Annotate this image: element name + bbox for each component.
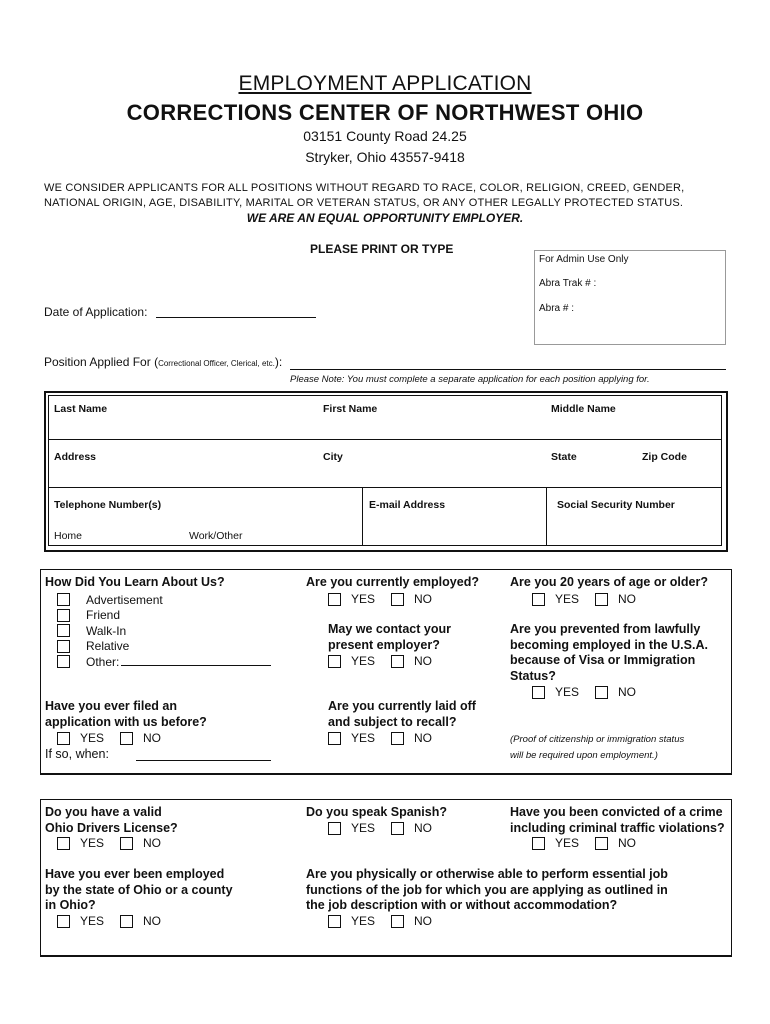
contact-no-checkbox[interactable] <box>391 655 404 668</box>
checkbox-relative[interactable] <box>57 640 70 653</box>
yes-label: YES <box>351 654 376 668</box>
no-label: NO <box>618 685 637 699</box>
checkbox-advertisement[interactable] <box>57 593 70 606</box>
address-line-2: Stryker, Ohio 43557-9418 <box>305 149 465 165</box>
convicted-no-checkbox[interactable] <box>595 837 608 850</box>
position-applied-field[interactable] <box>290 369 726 370</box>
ssn-label[interactable]: Social Security Number <box>557 499 675 511</box>
checkbox-other[interactable] <box>57 655 70 668</box>
form-title: EMPLOYMENT APPLICATION <box>238 72 532 95</box>
divider <box>48 439 722 440</box>
convicted-question: Have you been convicted of a crime including criminal traffic violations? <box>510 805 725 835</box>
middle-name-label[interactable]: Middle Name <box>551 403 616 415</box>
divider <box>546 487 547 545</box>
eeo-statement-1: WE CONSIDER APPLICANTS FOR ALL POSITIONS WITHOUT REGARD TO RACE, COLOR, RELIGION, CREED, GENDER, <box>44 182 685 194</box>
proof-note-1: (Proof of citizenship or immigration status <box>510 734 685 745</box>
learn-about-us-question: How Did You Learn About Us? <box>45 575 225 589</box>
age-no-checkbox[interactable] <box>595 593 608 606</box>
personal-info-inner-box <box>48 395 722 546</box>
telephone-label[interactable]: Telephone Number(s) <box>54 499 162 511</box>
laidoff-yes-checkbox[interactable] <box>328 732 341 745</box>
yes-label: YES <box>80 914 105 928</box>
state-no-checkbox[interactable] <box>120 915 133 928</box>
employed-yes-checkbox[interactable] <box>328 593 341 606</box>
able-to-perform-question: Are you physically or otherwise able to perform essential job functions of the job for which you are applying as outlined in the job description with or without accommodation? <box>306 867 668 912</box>
spanish-yes-checkbox[interactable] <box>328 822 341 835</box>
yes-label: YES <box>351 821 376 835</box>
age-yes-checkbox[interactable] <box>532 593 545 606</box>
prevented-yes-checkbox[interactable] <box>532 686 545 699</box>
address-label[interactable]: Address <box>54 451 97 463</box>
spanish-no-checkbox[interactable] <box>391 822 404 835</box>
abra-label: Abra # : <box>539 303 575 314</box>
no-label: NO <box>143 731 162 745</box>
checkbox-walk-in[interactable] <box>57 624 70 637</box>
convicted-yes-checkbox[interactable] <box>532 837 545 850</box>
no-label: NO <box>618 836 637 850</box>
laidoff-no-checkbox[interactable] <box>391 732 404 745</box>
age-question: Are you 20 years of age or older? <box>510 575 708 589</box>
no-label: NO <box>143 914 162 928</box>
option-friend: Friend <box>86 608 121 623</box>
first-name-label[interactable]: First Name <box>323 403 378 415</box>
proof-note-2: will be required upon employment.) <box>510 750 658 761</box>
date-of-application-label: Date of Application: <box>44 305 148 319</box>
if-so-when-label: If so, when: <box>45 747 109 761</box>
state-employment-question: Have you ever been employed by the state of Ohio or a county in Ohio? <box>45 867 233 912</box>
filed-no-checkbox[interactable] <box>120 732 133 745</box>
option-relative: Relative <box>86 639 130 654</box>
learn-options <box>57 592 163 670</box>
yes-label: YES <box>80 731 105 745</box>
position-applied-label: Position Applied For (Correctional Officer, Clerical, etc.): <box>44 355 283 369</box>
no-label: NO <box>143 836 162 850</box>
no-label: NO <box>414 731 433 745</box>
yes-label: YES <box>555 836 580 850</box>
print-or-type-instruction: PLEASE PRINT OR TYPE <box>310 242 454 256</box>
yes-label: YES <box>351 592 376 606</box>
home-phone-label[interactable]: Home <box>54 530 83 542</box>
no-label: NO <box>414 592 433 606</box>
yes-label: YES <box>351 914 376 928</box>
state-label[interactable]: State <box>551 451 577 463</box>
contact-employer-question: May we contact your present employer? <box>328 622 451 652</box>
option-advertisement: Advertisement <box>86 592 163 607</box>
currently-employed-question: Are you currently employed? <box>306 575 479 589</box>
no-label: NO <box>618 592 637 606</box>
contact-yes-checkbox[interactable] <box>328 655 341 668</box>
zip-code-label[interactable]: Zip Code <box>642 451 687 463</box>
no-label: NO <box>414 654 433 668</box>
employed-no-checkbox[interactable] <box>391 593 404 606</box>
other-source-field[interactable] <box>121 665 271 666</box>
able-yes-checkbox[interactable] <box>328 915 341 928</box>
yes-label: YES <box>80 836 105 850</box>
abra-trak-label: Abra Trak # : <box>539 278 597 289</box>
date-of-application-field[interactable] <box>156 317 316 318</box>
option-walk-in: Walk-In <box>86 623 127 638</box>
prevented-question: Are you prevented from lawfully becoming employed in the U.S.A. because of Visa or Immigration Status? <box>510 622 708 683</box>
yes-label: YES <box>555 592 580 606</box>
city-label[interactable]: City <box>323 451 343 463</box>
filed-before-question: Have you ever filed an application with us before? <box>45 699 207 729</box>
laid-off-question: Are you currently laid off and subject to recall? <box>328 699 476 729</box>
separate-application-note: Please Note: You must complete a separate application for each position applying for. <box>290 374 650 385</box>
option-other: Other: <box>86 654 120 669</box>
yes-label: YES <box>555 685 580 699</box>
no-label: NO <box>414 914 433 928</box>
organization-name: CORRECTIONS CENTER OF NORTHWEST OHIO <box>126 100 644 125</box>
last-name-label[interactable]: Last Name <box>54 403 108 415</box>
no-label: NO <box>414 821 433 835</box>
eeo-statement-2: NATIONAL ORIGIN, AGE, DISABILITY, MARITAL OR VETERAN STATUS, OR ANY OTHER LEGALLY PROTECTED STATUS. <box>44 197 684 209</box>
if-so-when-field[interactable] <box>136 760 271 761</box>
divider <box>362 487 363 545</box>
address-line-1: 03151 County Road 24.25 <box>303 128 467 144</box>
checkbox-friend[interactable] <box>57 609 70 622</box>
state-yes-checkbox[interactable] <box>57 915 70 928</box>
license-no-checkbox[interactable] <box>120 837 133 850</box>
license-yes-checkbox[interactable] <box>57 837 70 850</box>
drivers-license-question: Do you have a valid Ohio Drivers License? <box>45 805 178 835</box>
divider <box>48 487 722 488</box>
able-no-checkbox[interactable] <box>391 915 404 928</box>
prevented-no-checkbox[interactable] <box>595 686 608 699</box>
admin-use-box <box>534 250 726 345</box>
yes-label: YES <box>351 731 376 745</box>
spanish-question: Do you speak Spanish? <box>306 805 448 819</box>
eeo-employer-statement: WE ARE AN EQUAL OPPORTUNITY EMPLOYER. <box>246 211 524 225</box>
filed-yes-checkbox[interactable] <box>57 732 70 745</box>
email-label[interactable]: E-mail Address <box>369 499 446 511</box>
admin-title: For Admin Use Only <box>539 254 629 265</box>
work-phone-label[interactable]: Work/Other <box>189 530 243 542</box>
